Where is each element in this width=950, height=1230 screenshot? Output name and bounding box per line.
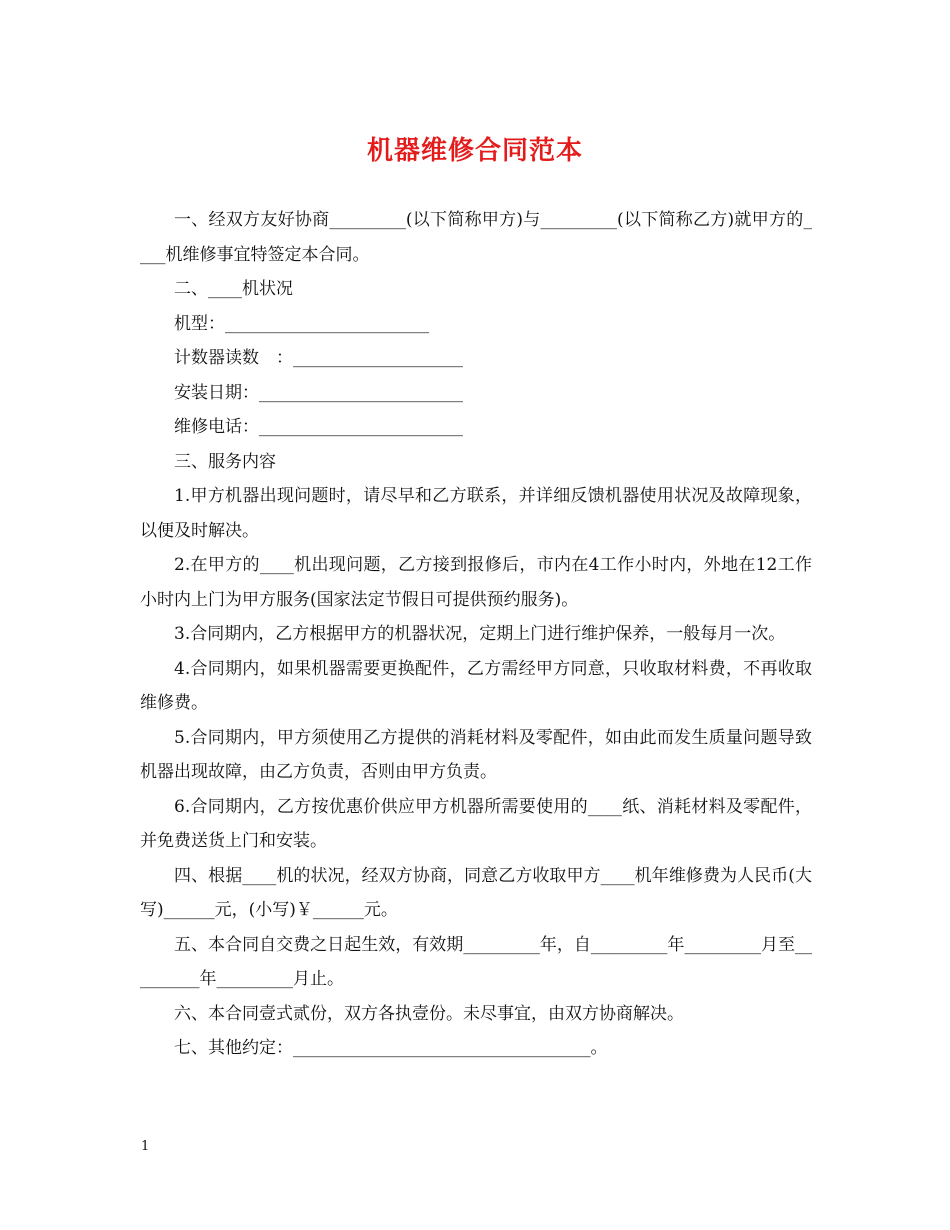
clause-6-copies: 六、本合同壹式贰份，双方各执壹份。未尽事宜，由双方协商解决。: [174, 1003, 684, 1024]
field-model: 机型：________________________: [174, 313, 429, 334]
document-title: 机器维修合同范本: [366, 136, 583, 166]
field-repair-phone: 维修电话：________________________: [174, 417, 463, 437]
service-item-6: 6.合同期内，乙方按优惠价供应甲方机器所需要使用的____纸、消耗材料及零配件，并免费送货上门和安装。: [140, 796, 812, 851]
contract-body: [140, 203, 812, 1066]
service-item-3: 3.合同期内，乙方根据甲方的机器状况，定期上门进行维护保养，一般每月一次。: [174, 624, 786, 644]
clause-5-validity: 五、本合同自交费之日起生效，有效期_________年，自_________年_________月至_________年_________月止。: [140, 934, 812, 989]
service-item-2: 2.在甲方的____机出现问题，乙方接到报修后，市内在4工作小时内，外地在12工作小时内上门为甲方服务(国家法定节假日可提供预约服务)。: [140, 555, 812, 610]
clause-3-heading: 三、服务内容: [174, 451, 276, 472]
clause-2-heading: 二、____机状况: [174, 279, 293, 299]
page-number: 1: [141, 1139, 150, 1154]
service-item-5: 5.合同期内，甲方须使用乙方提供的消耗材料及零配件，如由此而发生质量问题导致机器出现故障，由乙方负责，否则由甲方负责。: [140, 727, 812, 782]
service-item-4: 4.合同期内，如果机器需要更换配件，乙方需经甲方同意，只收取材料费，不再收取维修费。: [140, 658, 812, 713]
clause-4-fee: 四、根据____机的状况，经双方协商，同意乙方收取甲方____机年维修费为人民币(大写)______元，(小写)￥______元。: [140, 865, 812, 920]
field-install-date: 安装日期：________________________: [174, 382, 463, 403]
clause-1-parties: 一、经双方友好协商_________(以下简称甲方)与_________(以下简称乙方)就甲方的____机维修事宜特签定本合同。: [140, 210, 812, 265]
field-counter-reading: 计数器读数 ：____________________: [174, 348, 463, 368]
clause-7-other: 七、其他约定：___________________________________。: [174, 1038, 608, 1058]
service-item-1: 1.甲方机器出现问题时，请尽早和乙方联系，并详细反馈机器使用状况及故障现象，以便及时解决。: [140, 486, 812, 541]
